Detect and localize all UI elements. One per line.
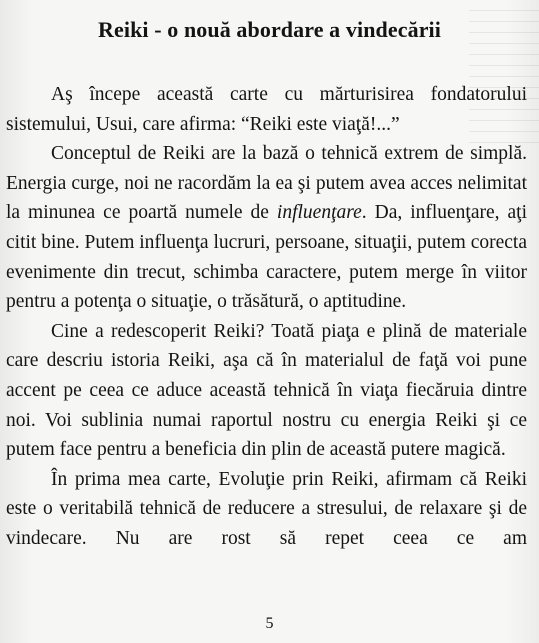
paragraph-2-text-before: Conceptul de Reiki are la bază o tehnică extrem de simplă. Energia curge, noi ne racordăm la ea şi putem avea acces nelimitat la minunea ce poartă numele de bbox=[6, 143, 527, 224]
italic-term-influentare: influenţare bbox=[276, 202, 362, 224]
paragraph-1: Aş începe această carte cu mărturisirea fondatorului sistemului, Usui, care afirma: “Reiki este viaţă!...” bbox=[6, 84, 527, 135]
paragraph-3: Cine a redescoperit Reiki? Toată piaţa e plină de materiale care descriu istoria Reiki, aşa că în materialul de faţă voi pune accent pe ceea ce aduce această tehnică în viaţa fiecăruia dintre noi. Voi sublinia numai raportul nostru cu energia Reiki şi ce putem face pentru a beneficia din plin de această putere magică. bbox=[6, 320, 527, 461]
paragraph-2-text-after: . Da, influenţare, aţi citit bine. Putem influenţa lucruri, persoane, situaţii, putem corecta evenimente din trecut, schimba caractere, putem merge în viitor pentru a potenţa o situaţie, o trăsătură, o aptitudine. bbox=[6, 202, 527, 313]
chapter-title: Reiki - o nouă abordare a vindecării bbox=[98, 17, 441, 42]
body-text bbox=[6, 80, 527, 554]
paragraph-2 bbox=[6, 139, 527, 317]
paragraph-4: În prima mea carte, Evoluţie prin Reiki, afirmam că Reiki este o veritabilă tehnică de reducere a stresului, de relaxare şi de vindecare. Nu are rost să repet ceea ce am bbox=[6, 468, 527, 549]
page-number: 5 bbox=[265, 615, 274, 632]
